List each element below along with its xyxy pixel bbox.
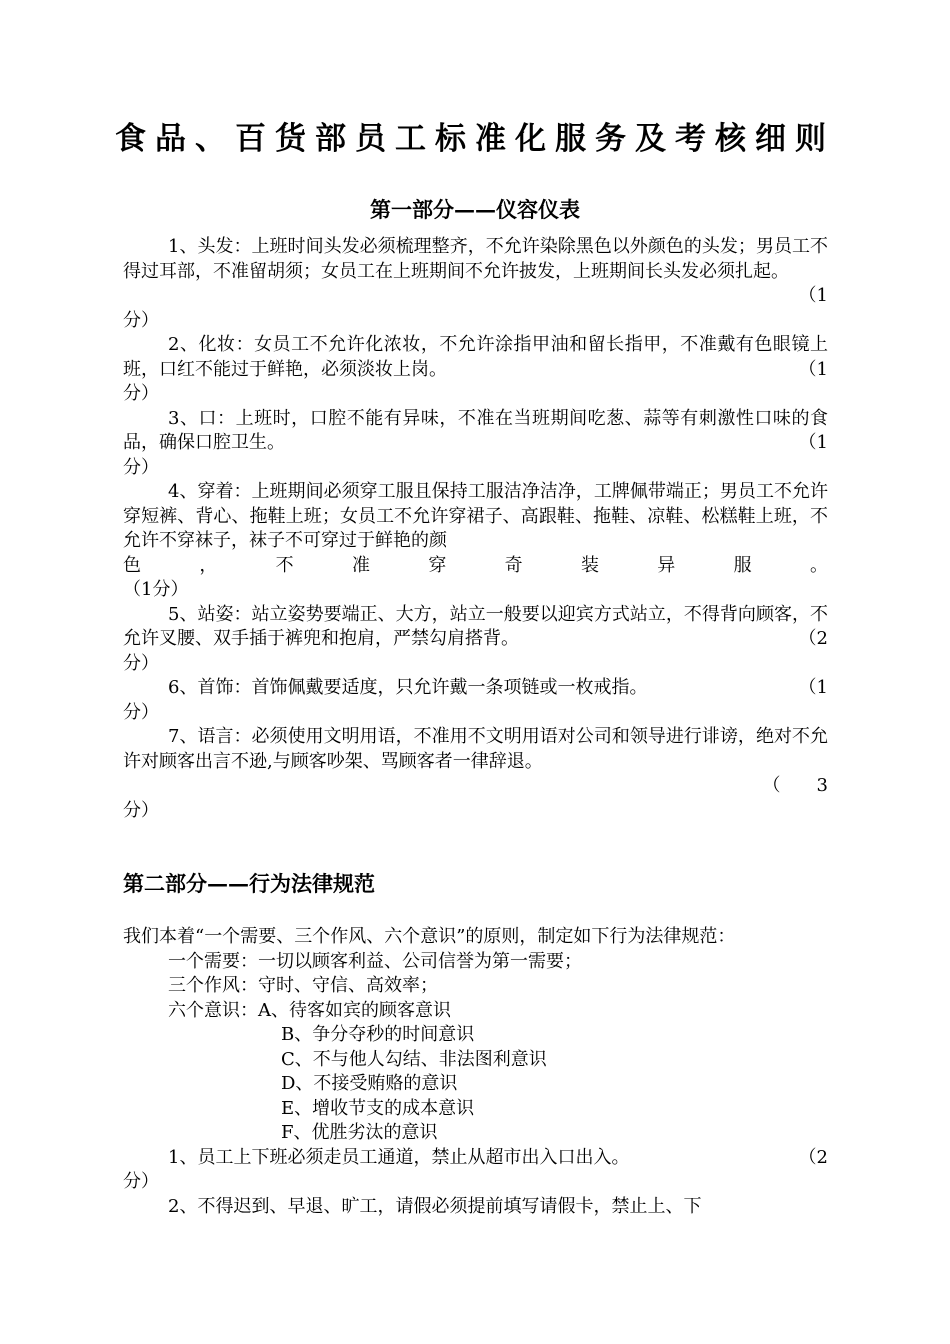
rule-item [123,407,828,481]
score-open: （ 3 [762,775,828,796]
awareness-item: E、增收节支的成本意识 [281,1097,475,1119]
rule-item [123,333,828,407]
document-title: 食品、百货部员工标准化服务及考核细则 [115,121,835,157]
rule-text: 3、口：上班时，口腔不能有异味，不准在当班期间吃葱、蒜等有刺激性口味的食品，确保口腔卫生。 [123,407,828,453]
rule-item [123,480,828,603]
part1-body [123,235,828,823]
awareness-item: F、优胜劣汰的意识 [281,1122,438,1143]
spaced-line: 色 ， 不 准 穿 奇 装 异 服 。 [123,554,828,576]
rule-text: 2、不得迟到、早退、旷工，请假必须提前填写请假卡，禁止上、下 [168,1195,702,1217]
rule-text: 2、化妆：女员工不允许化浓妆，不允许涂指甲油和留长指甲，不准戴有色眼镜上班，口红不能过于鲜艳，必须淡妆上岗。 [123,334,828,380]
score-open: （1 [798,285,828,306]
score-open: （2 [798,1146,828,1168]
score-close: 分） [123,456,159,478]
rule-item [123,235,828,333]
rule-item [123,725,828,823]
rule-item [123,676,828,725]
part1-heading: 第一部分——仪容仪表 [370,197,580,222]
rule-text: 1、头发：上班时间头发必须梳理整齐，不允许染除黑色以外颜色的头发；男员工不得过耳部，不准留胡须；女员工在上班期间不允许披发，上班期间长头发必须扎起。 [123,236,828,282]
awareness-item: B、争分夺秒的时间意识 [281,1024,475,1045]
score-close: 分） [123,1171,159,1192]
intro-paragraph: 我们本着“一个需要、三个作风、六个意识”的原则，制定如下行为法律规范： [123,926,736,947]
score-close: 分） [123,652,159,674]
styles-line: 三个作风：守时、守信、高效率； [168,975,438,996]
rule-text: 7、语言：必须使用文明用语，不准用不文明用语对公司和领导进行诽谤，绝对不允许对顾客出言不逊,与顾客吵架、骂顾客者一律辞退。 [123,726,828,772]
awareness-line [123,999,828,1024]
score-open: （1 [798,677,828,698]
score-open: （1 [798,432,828,453]
awareness-item: D、不接受贿赂的意识 [281,1073,458,1094]
rule-item [123,1146,828,1195]
rule-text: 5、站姿：站立姿势要端正、大方，站立一般要以迎宾方式站立，不得背向顾客，不允许叉腰、双手插于裤兜和抱肩，严禁勾肩搭背。 [123,603,828,649]
score-open: （1 [798,358,828,380]
rule-item [123,603,828,677]
part2-body [123,925,828,1219]
score-close: 分） [123,799,159,821]
score-label: （1分） [123,579,189,600]
score-close: 分） [123,701,159,723]
awareness-item: A、待客如宾的顾客意识 [258,999,451,1021]
rule-text: 1、员工上下班必须走员工通道，禁止从超市出入口出入。 [168,1146,630,1168]
part2-heading: 第二部分——行为法律规范 [123,871,375,896]
score-close: 分） [123,383,159,404]
awareness-label: 六个意识： [168,999,258,1021]
rule-text: 6、首饰：首饰佩戴要适度，只允许戴一条项链或一枚戒指。 [168,677,648,698]
awareness-item: C、不与他人勾结、非法图利意识 [281,1048,547,1070]
score-close: 分） [123,309,159,331]
need-line: 一个需要：一切以顾客利益、公司信誉为第一需要； [168,950,582,972]
rule-text: 4、穿着：上班期间必须穿工服且保持工服洁净洁净，工牌佩带端正；男员工不允许穿短裤、背心、拖鞋上班；女员工不允许穿裙子、高跟鞋、拖鞋、凉鞋、松糕鞋上班，不允许不穿袜子，袜子不可穿过于鲜艳的颜 [123,481,828,551]
score-open: （2 [798,628,828,649]
rule-item [123,1195,828,1220]
